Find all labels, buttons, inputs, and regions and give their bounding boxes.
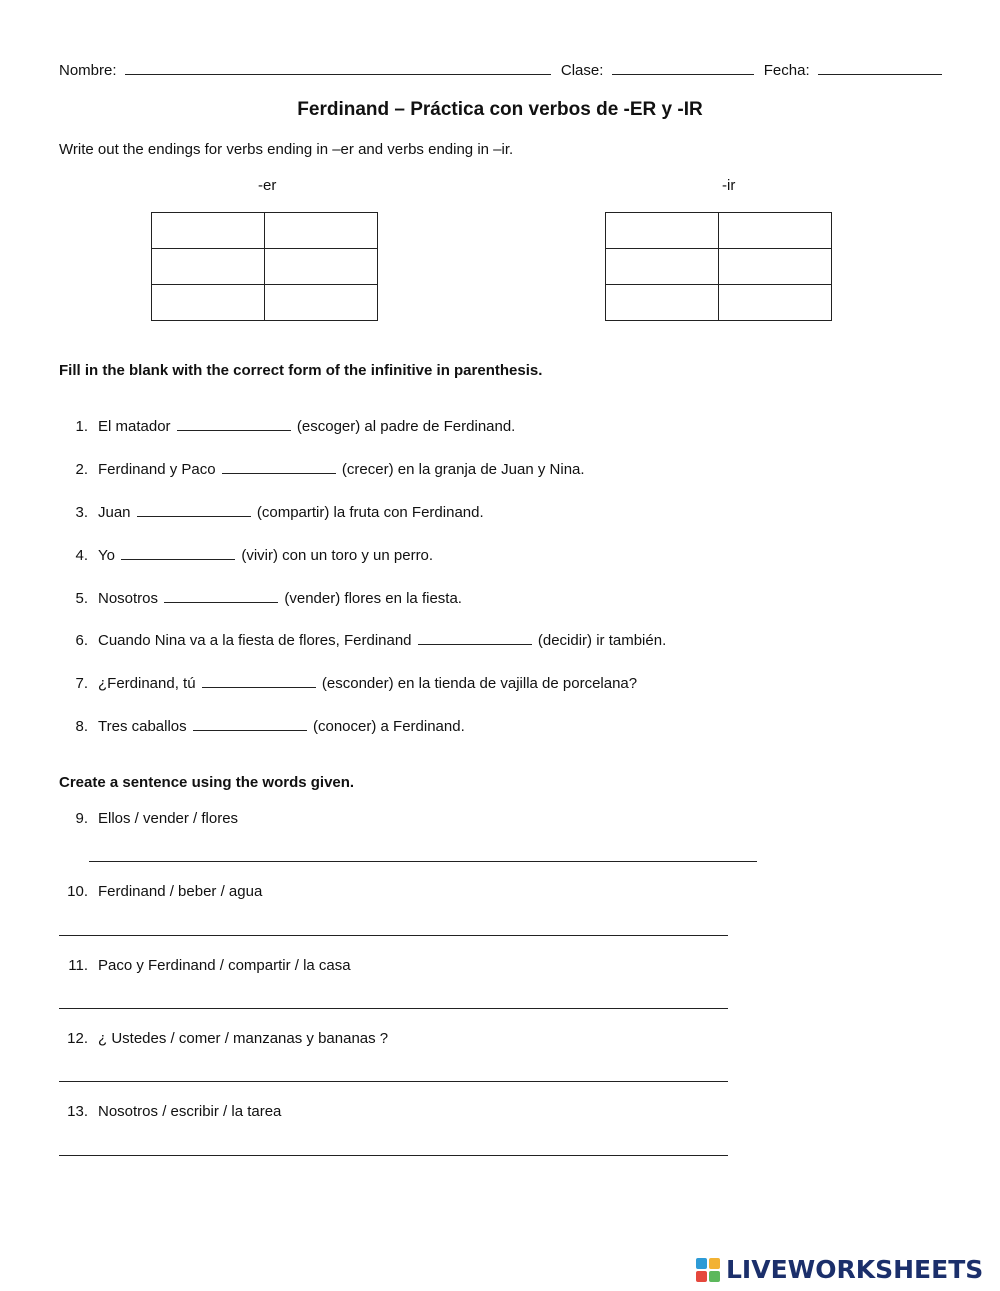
name-label: Nombre: <box>59 62 117 79</box>
question-2 <box>58 459 585 480</box>
class-field[interactable] <box>612 60 754 75</box>
prompt-10 <box>58 882 262 902</box>
answer-blank[interactable] <box>177 416 291 431</box>
answer-blank[interactable] <box>193 716 307 731</box>
logo-square-blue <box>696 1258 707 1269</box>
question-5 <box>58 588 462 609</box>
question-text-after: (esconder) en la tienda de vajilla de porcelana? <box>321 675 638 692</box>
logo-square-green <box>709 1271 720 1282</box>
prompt-text: Ferdinand / beber / agua <box>98 883 263 900</box>
prompt-text: Paco y Ferdinand / compartir / la casa <box>98 957 351 974</box>
ir-cell[interactable] <box>719 213 832 249</box>
answer-blank[interactable] <box>418 630 532 645</box>
prompt-9 <box>58 809 238 829</box>
question-text-after: (vivir) con un toro y un perro. <box>241 547 434 564</box>
question-text-after: (decidir) ir también. <box>537 632 667 649</box>
er-cell[interactable] <box>152 213 265 249</box>
question-3 <box>58 502 484 523</box>
answer-blank[interactable] <box>164 588 278 603</box>
prompt-number: 12. <box>67 1030 88 1047</box>
ir-cell[interactable] <box>719 249 832 285</box>
prompt-text: Nosotros / escribir / la tarea <box>98 1103 282 1120</box>
liveworksheets-logo <box>696 1256 983 1284</box>
question-text-after: (crecer) en la granja de Juan y Nina. <box>341 461 585 478</box>
class-label: Clase: <box>560 62 604 79</box>
question-number: 8. <box>75 718 88 735</box>
question-text-before: Yo <box>98 547 115 564</box>
table-ir <box>605 212 832 321</box>
question-text-before: Juan <box>98 504 131 521</box>
prompt-number: 11. <box>68 957 88 974</box>
header-fields <box>59 60 942 81</box>
question-text-after: (conocer) a Ferdinand. <box>313 718 465 735</box>
date-field[interactable] <box>818 60 942 75</box>
question-4 <box>58 545 433 566</box>
answer-line[interactable] <box>59 1008 728 1009</box>
er-cell[interactable] <box>152 285 265 321</box>
question-text-before: Cuando Nina va a la fiesta de flores, Ferdinand <box>98 632 412 649</box>
question-text-after: (compartir) la fruta con Ferdinand. <box>256 504 484 521</box>
ir-cell[interactable] <box>606 213 719 249</box>
question-text-before: Tres caballos <box>98 718 187 735</box>
question-text-after: (escoger) al padre de Ferdinand. <box>296 418 516 435</box>
er-cell[interactable] <box>265 213 378 249</box>
answer-line[interactable] <box>89 861 757 862</box>
question-number: 7. <box>75 675 88 692</box>
prompt-12 <box>58 1029 388 1049</box>
question-text-before: ¿Ferdinand, tú <box>98 675 196 692</box>
prompt-number: 10. <box>67 883 88 900</box>
ir-cell[interactable] <box>606 285 719 321</box>
question-text-after: (vender) flores en la fiesta. <box>284 590 462 607</box>
logo-square-yellow <box>709 1258 720 1269</box>
ir-cell[interactable] <box>606 249 719 285</box>
er-cell[interactable] <box>265 249 378 285</box>
ir-cell[interactable] <box>719 285 832 321</box>
page-title: Ferdinand – Práctica con verbos de -ER y -IR <box>297 99 703 120</box>
logo-square-red <box>696 1271 707 1282</box>
table-er <box>151 212 378 321</box>
table-er-label: -er <box>258 177 277 194</box>
answer-blank[interactable] <box>202 673 316 688</box>
part3-instruction: Create a sentence using the words given. <box>59 774 355 791</box>
logo-icon <box>696 1258 720 1282</box>
prompt-13 <box>58 1102 281 1122</box>
question-8 <box>58 716 465 737</box>
question-number: 4. <box>75 547 88 564</box>
question-number: 2. <box>75 461 88 478</box>
question-7 <box>58 673 637 694</box>
date-label: Fecha: <box>763 62 810 79</box>
er-cell[interactable] <box>152 249 265 285</box>
question-6 <box>58 630 666 651</box>
prompt-number: 13. <box>67 1103 88 1120</box>
prompt-text: ¿ Ustedes / comer / manzanas y bananas ? <box>98 1030 389 1047</box>
answer-blank[interactable] <box>137 502 251 517</box>
answer-line[interactable] <box>59 1081 728 1082</box>
prompt-number: 9. <box>75 810 88 827</box>
answer-line[interactable] <box>59 935 728 936</box>
answer-blank[interactable] <box>121 545 235 560</box>
question-number: 1. <box>75 418 88 435</box>
er-cell[interactable] <box>265 285 378 321</box>
question-1 <box>58 416 515 437</box>
question-text-before: Nosotros <box>98 590 159 607</box>
answer-line[interactable] <box>59 1155 728 1156</box>
part1-instruction: Write out the endings for verbs ending in –er and verbs ending in –ir. <box>59 141 514 158</box>
part2-instruction: Fill in the blank with the correct form of the infinitive in parenthesis. <box>59 362 543 379</box>
question-number: 6. <box>75 632 88 649</box>
table-ir-label: -ir <box>722 177 736 194</box>
question-text-before: El matador <box>98 418 171 435</box>
question-text-before: Ferdinand y Paco <box>98 461 216 478</box>
prompt-11 <box>58 956 351 976</box>
name-field[interactable] <box>125 60 551 75</box>
question-number: 3. <box>75 504 88 521</box>
answer-blank[interactable] <box>222 459 336 474</box>
question-number: 5. <box>75 590 88 607</box>
logo-text: LIVEWORKSHEETS <box>726 1255 984 1284</box>
prompt-text: Ellos / vender / flores <box>98 810 239 827</box>
